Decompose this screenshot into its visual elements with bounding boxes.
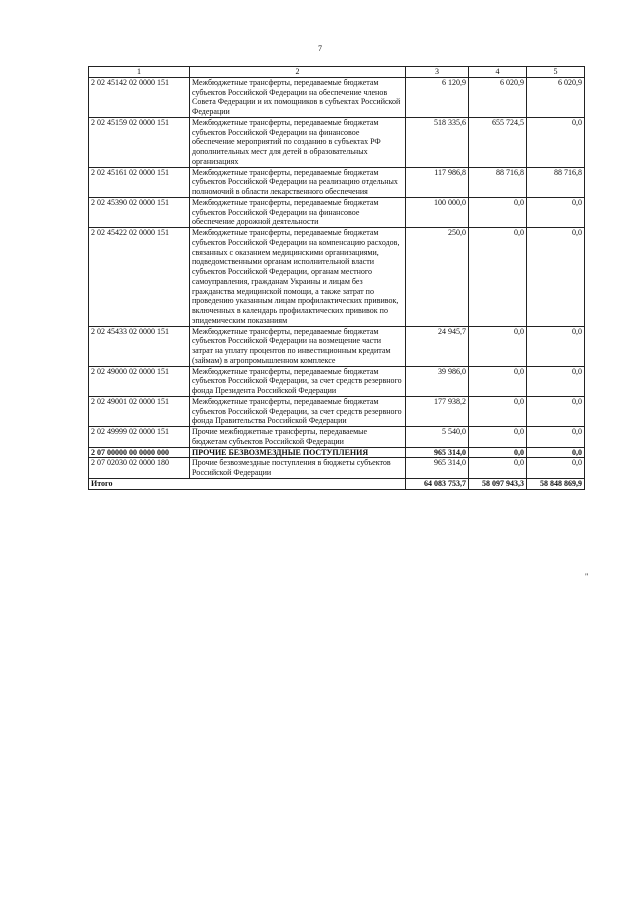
row-description: Прочие межбюджетные трансферты, передаваемые бюджетам субъектов Российской Федерации (190, 427, 406, 448)
row-description: Межбюджетные трансферты, передаваемые бюджетам субъектов Российской Федерации на финансовое обеспечение дорожной деятельности (190, 197, 406, 227)
closing-quote-mark: " (585, 572, 589, 581)
row-description: Прочие безвозмездные поступления в бюджеты субъектов Российской Федерации (190, 458, 406, 479)
row-col-4: 0,0 (469, 396, 527, 426)
total-col-5: 58 848 869,9 (527, 478, 585, 489)
header-col-1: 1 (89, 67, 190, 78)
row-col-3: 518 335,6 (406, 117, 469, 167)
row-description: ПРОЧИЕ БЕЗВОЗМЕЗДНЫЕ ПОСТУПЛЕНИЯ (190, 447, 406, 458)
row-code: 2 02 49001 02 0000 151 (89, 396, 190, 426)
row-col-5: 0,0 (527, 326, 585, 366)
header-col-3: 3 (406, 67, 469, 78)
row-col-5: 0,0 (527, 396, 585, 426)
table-row (89, 326, 585, 366)
row-description: Межбюджетные трансферты, передаваемые бюджетам субъектов Российской Федерации на возмещение части затрат на уплату процентов по инвестиционным кредитам (займам) в агропромышленном комплексе (190, 326, 406, 366)
row-col-3: 965 314,0 (406, 458, 469, 479)
row-col-3: 117 986,8 (406, 167, 469, 197)
row-col-5: 0,0 (527, 427, 585, 448)
row-code: 2 07 00000 00 0000 000 (89, 447, 190, 458)
table-row (89, 167, 585, 197)
row-col-5: 0,0 (527, 228, 585, 327)
table-row (89, 447, 585, 458)
row-col-5: 6 020,9 (527, 77, 585, 117)
row-col-3: 5 540,0 (406, 427, 469, 448)
row-col-4: 0,0 (469, 427, 527, 448)
row-code: 2 02 49000 02 0000 151 (89, 366, 190, 396)
row-code: 2 02 45161 02 0000 151 (89, 167, 190, 197)
table-row (89, 197, 585, 227)
row-code: 2 02 45433 02 0000 151 (89, 326, 190, 366)
row-description: Межбюджетные трансферты, передаваемые бюджетам субъектов Российской Федерации на компенсацию расходов, связанных с оказанием медицинскими организациями, подведомственными органам исполнительной власти субъектов Российской Федерации, органам местного самоуправления, гражданам Украины и лицам без гражданства медицинской помощи, а также затрат по проведению указанным лицам профилактических прививок, включенных в календарь профилактических прививок по эпидемическим показаниям (190, 228, 406, 327)
total-label: Итого (89, 478, 406, 489)
table-row (89, 427, 585, 448)
row-col-5: 0,0 (527, 117, 585, 167)
table-row (89, 228, 585, 327)
row-col-3: 24 945,7 (406, 326, 469, 366)
row-col-4: 6 020,9 (469, 77, 527, 117)
row-description: Межбюджетные трансферты, передаваемые бюджетам субъектов Российской Федерации на обеспечение членов Совета Федерации и их помощников в субъектах Российской Федерации (190, 77, 406, 117)
table-row (89, 366, 585, 396)
row-col-3: 965 314,0 (406, 447, 469, 458)
row-col-4: 655 724,5 (469, 117, 527, 167)
row-code: 2 02 45142 02 0000 151 (89, 77, 190, 117)
row-col-5: 0,0 (527, 447, 585, 458)
row-col-3: 250,0 (406, 228, 469, 327)
row-description: Межбюджетные трансферты, передаваемые бюджетам субъектов Российской Федерации на реализацию отдельных полномочий в области лекарственного обеспечения (190, 167, 406, 197)
row-col-3: 177 938,2 (406, 396, 469, 426)
page-number: 7 (318, 44, 322, 53)
row-col-3: 39 986,0 (406, 366, 469, 396)
table-row (89, 117, 585, 167)
header-col-4: 4 (469, 67, 527, 78)
table-row (89, 396, 585, 426)
row-col-5: 88 716,8 (527, 167, 585, 197)
budget-table (88, 66, 585, 490)
row-col-5: 0,0 (527, 197, 585, 227)
row-col-3: 6 120,9 (406, 77, 469, 117)
row-code: 2 02 45390 02 0000 151 (89, 197, 190, 227)
total-row (89, 478, 585, 489)
row-description: Межбюджетные трансферты, передаваемые бюджетам субъектов Российской Федерации, за счет средств резервного фонда Президента Российской Федерации (190, 366, 406, 396)
row-col-4: 0,0 (469, 228, 527, 327)
total-col-3: 64 083 753,7 (406, 478, 469, 489)
table-row (89, 458, 585, 479)
row-description: Межбюджетные трансферты, передаваемые бюджетам субъектов Российской Федерации на финансовое обеспечение мероприятий по созданию в субъектах РФ дополнительных мест для детей в образовательных организациях (190, 117, 406, 167)
header-row (89, 67, 585, 78)
row-code: 2 02 45422 02 0000 151 (89, 228, 190, 327)
row-col-4: 0,0 (469, 197, 527, 227)
row-col-4: 0,0 (469, 458, 527, 479)
table-row (89, 77, 585, 117)
row-col-4: 0,0 (469, 447, 527, 458)
header-col-2: 2 (190, 67, 406, 78)
row-col-4: 88 716,8 (469, 167, 527, 197)
row-col-5: 0,0 (527, 366, 585, 396)
row-col-5: 0,0 (527, 458, 585, 479)
row-col-4: 0,0 (469, 326, 527, 366)
header-col-5: 5 (527, 67, 585, 78)
row-code: 2 02 45159 02 0000 151 (89, 117, 190, 167)
row-code: 2 02 49999 02 0000 151 (89, 427, 190, 448)
row-col-3: 100 000,0 (406, 197, 469, 227)
row-description: Межбюджетные трансферты, передаваемые бюджетам субъектов Российской Федерации, за счет средств резервного фонда Правительства Российской Федерации (190, 396, 406, 426)
row-col-4: 0,0 (469, 366, 527, 396)
row-code: 2 07 02030 02 0000 180 (89, 458, 190, 479)
total-col-4: 58 097 943,3 (469, 478, 527, 489)
